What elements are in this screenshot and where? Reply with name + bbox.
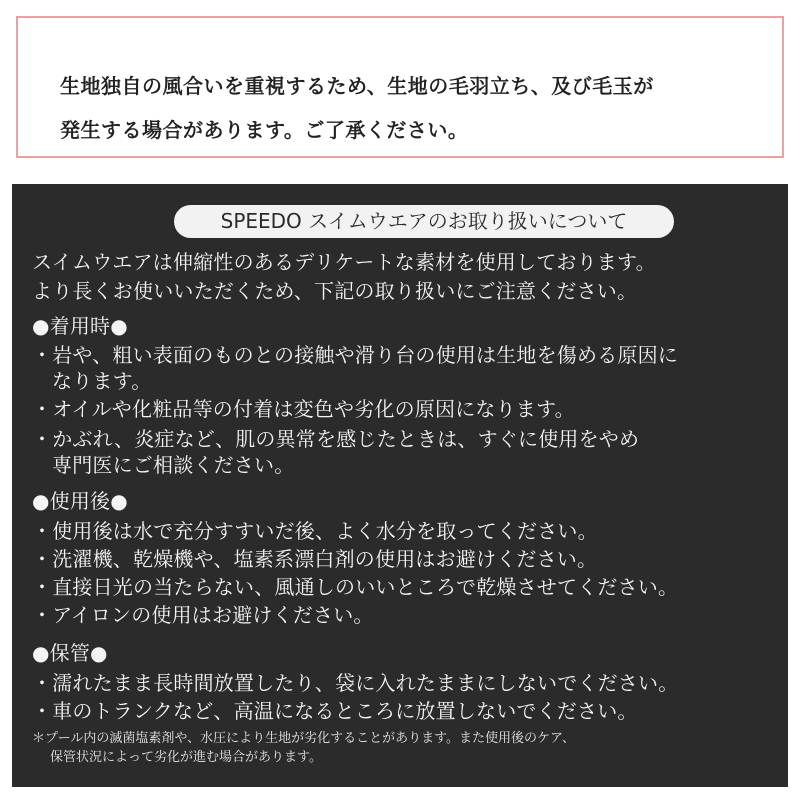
footnote-line-2: 保管状況によって劣化が進む場合があります。 [50, 750, 322, 765]
wearing-item-3-cont: 専門医にご相談ください。 [52, 453, 295, 477]
wearing-item-1: ・岩や、粗い表面のものとの接触や滑り台の使用は生地を傷める原因に [32, 343, 678, 367]
section-heading-storage: ●保管● [32, 641, 108, 665]
notice-line-1: 生地独自の風合いを重視するため、生地の毛羽立ち、及び毛玉が [60, 74, 654, 98]
intro-line-2: より長くお使いいただくため、下記の取り扱いにご注意ください。 [32, 279, 638, 303]
card-title-label: SPEEDO スイムウエアのお取り扱いについて [174, 205, 674, 238]
after-use-item-2: ・洗濯機、乾燥機や、塩素系漂白剤の使用はお避けください。 [32, 547, 598, 571]
footnote-line-1: ＊プール内の滅菌塩素剤や、水圧により生地が劣化することがあります。また使用後のケア、 [32, 731, 576, 746]
section-heading-wearing: ●着用時● [32, 314, 128, 338]
storage-item-1: ・濡れたまま長時間放置したり、袋に入れたままにしないでください。 [32, 671, 679, 695]
care-instructions-card [12, 184, 788, 787]
after-use-item-1: ・使用後は水で充分すすいだ後、よく水分を取ってください。 [32, 519, 598, 543]
notice-box [16, 16, 784, 158]
wearing-item-3: ・かぶれ、炎症など、肌の異常を感じたときは、すぐに使用をやめ [32, 427, 640, 451]
intro-line-1: スイムウエアは伸縮性のあるデリケートな素材を使用しております。 [32, 250, 656, 274]
after-use-item-4: ・アイロンの使用はお避けください。 [32, 603, 374, 627]
notice-line-2: 発生する場合があります。ご了承ください。 [60, 118, 469, 142]
wearing-item-2: ・オイルや化粧品等の付着は変色や劣化の原因になります。 [32, 397, 575, 421]
section-heading-after-use: ●使用後● [32, 489, 128, 513]
after-use-item-3: ・直接日光の当たらない、風通しのいいところで乾燥させてください。 [32, 575, 679, 599]
storage-item-2: ・車のトランクなど、高温になるところに放置しないでください。 [32, 699, 638, 723]
wearing-item-1-cont: なります。 [52, 369, 152, 393]
